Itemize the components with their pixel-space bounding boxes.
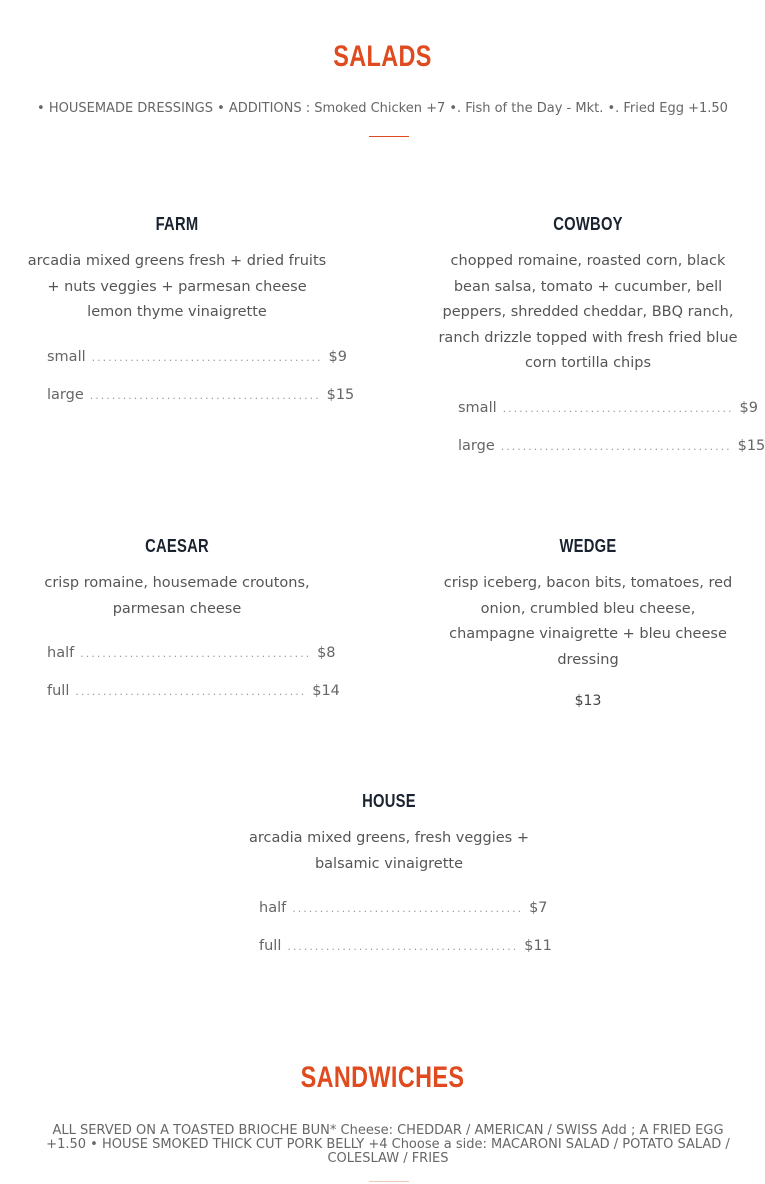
- size-label: full: [47, 683, 70, 699]
- price-value: $7: [529, 900, 548, 916]
- price-value: $15: [326, 386, 355, 403]
- dot-leader: ..........................................: [91, 350, 323, 364]
- price-value: $9: [328, 348, 347, 365]
- size-label: half: [259, 900, 287, 916]
- price-row: [259, 889, 548, 927]
- size-label: full: [259, 938, 282, 954]
- size-label: large: [47, 386, 84, 403]
- price-value: $9: [739, 399, 758, 416]
- price-value: $14: [312, 683, 340, 699]
- price-row: [47, 672, 340, 710]
- price-value: $8: [317, 645, 336, 661]
- item-description: crisp romaine, housemade croutons, parmesan cheese: [44, 575, 310, 617]
- menu-item-caesar: [22, 535, 340, 710]
- salads-divider: [369, 136, 409, 137]
- item-description: crisp iceberg, bacon bits, tomatoes, red onion, crumbled bleu cheese, champagne vinaigrette + bleu cheese dressing: [443, 575, 733, 668]
- price-row: [47, 376, 355, 414]
- sandwiches-title: SANDWICHES: [300, 1061, 465, 1094]
- price-value: $15: [737, 437, 765, 454]
- price-list: [22, 338, 355, 414]
- item-description: arcadia mixed greens fresh + dried fruits + nuts veggies + parmesan cheese lemon thyme vinaigrette: [27, 253, 327, 320]
- item-name: COWBOY: [553, 214, 623, 234]
- item-name: HOUSE: [362, 791, 416, 811]
- menu-item-cowboy: [433, 213, 765, 465]
- dot-leader: ..........................................: [502, 401, 734, 415]
- size-label: half: [47, 645, 75, 661]
- dot-leader: ..........................................: [292, 902, 524, 915]
- size-label: small: [47, 348, 86, 365]
- sandwiches-note: ALL SERVED ON A TOASTED BRIOCHE BUN* Cheese: CHEDDAR / AMERICAN / SWISS Add ; A FRIED EGG +1.50 • HOUSE SMOKED THICK CUT PORK BELLY +4 Choose a side: MACARONI SALAD / POTATO SALAD / COLESLAW / FRIES: [46, 1123, 730, 1166]
- item-description: chopped romaine, roasted corn, black bean salsa, tomato + cucumber, bell peppers, shredded cheddar, BBQ ranch, ranch drizzle topped with fresh fried blue corn tortilla chips: [438, 253, 738, 371]
- dot-leader: ..........................................: [89, 388, 321, 402]
- dot-leader: ..........................................: [500, 439, 732, 453]
- price-row: [47, 338, 347, 376]
- price-row: [458, 427, 765, 465]
- dot-leader: ..........................................: [75, 685, 307, 698]
- price-row: [458, 389, 758, 427]
- salads-note: • HOUSEMADE DRESSINGS • ADDITIONS : Smoked Chicken +7 •. Fish of the Day - Mkt. •. Fried Egg +1.50: [37, 101, 728, 116]
- size-label: large: [458, 437, 495, 454]
- sandwiches-divider: [369, 1181, 409, 1182]
- size-label: small: [458, 399, 497, 416]
- menu-item-house: [234, 790, 552, 965]
- dot-leader: ..........................................: [287, 940, 519, 953]
- item-description: arcadia mixed greens, fresh veggies + balsamic vinaigrette: [249, 830, 529, 872]
- item-name: WEDGE: [559, 536, 617, 556]
- price-value: $11: [524, 938, 552, 954]
- item-name: FARM: [155, 214, 199, 234]
- dot-leader: ..........................................: [80, 647, 312, 660]
- price-list: [234, 889, 552, 965]
- price-value: $13: [574, 693, 602, 709]
- price-row: [47, 634, 336, 672]
- item-name: CAESAR: [145, 536, 209, 556]
- price-row: [259, 927, 552, 965]
- menu-item-wedge: [433, 535, 743, 709]
- price-list: [433, 389, 765, 465]
- menu-item-farm: [22, 213, 355, 414]
- salads-title: SALADS: [333, 40, 432, 73]
- price-list: [22, 634, 340, 710]
